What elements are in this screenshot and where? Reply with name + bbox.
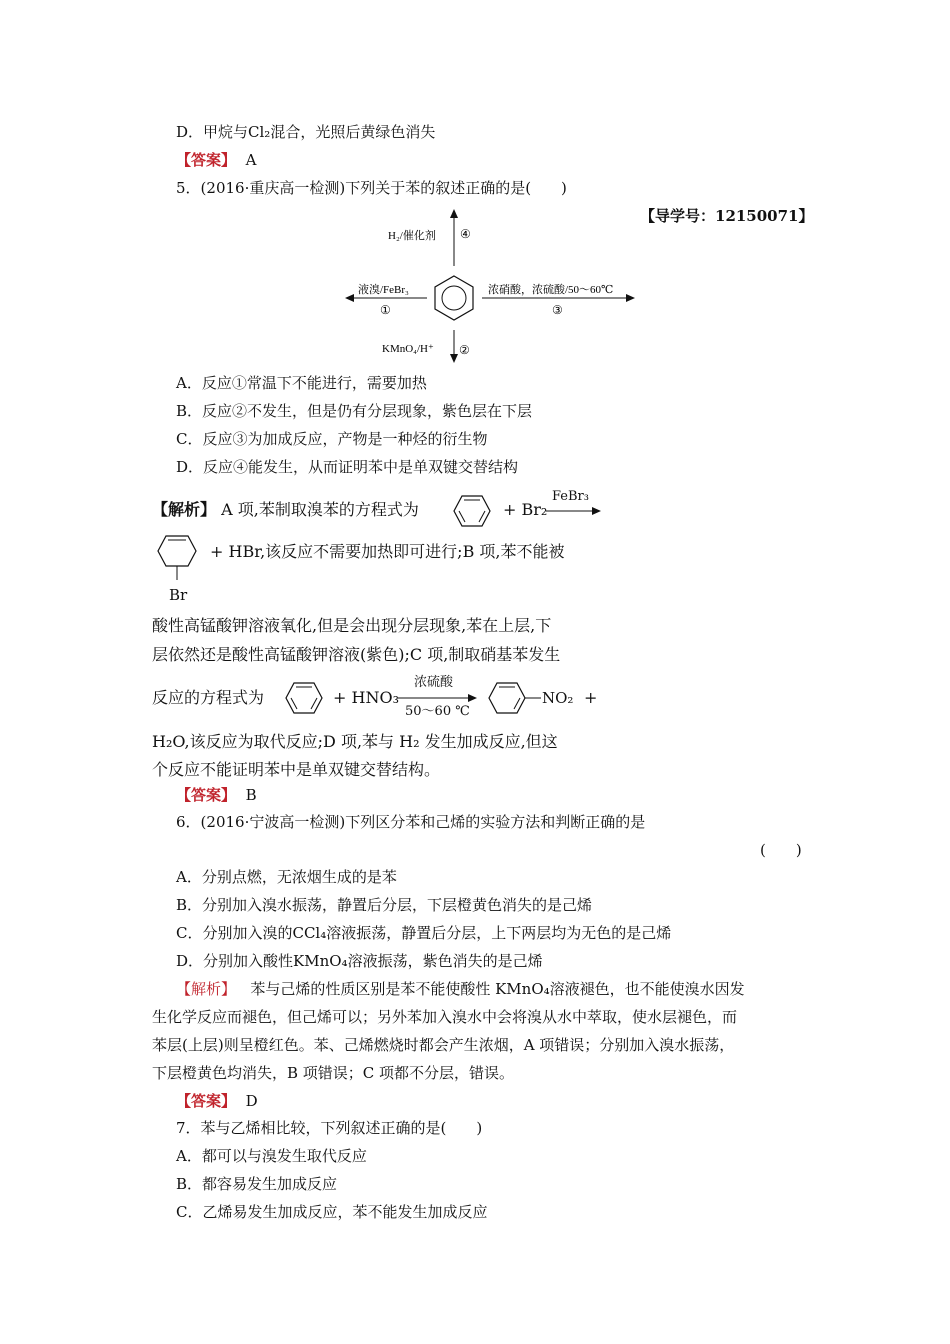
q6-analysis-line-3: 苯层(上层)则呈橙红色。苯、己烯燃烧时都会产生浓烟，A 项错误；分别加入溴水振荡， bbox=[152, 1036, 735, 1054]
q5-option-c: C．反应③为加成反应，产物是一种烃的衍生物 bbox=[176, 430, 488, 448]
q6-option-d: D．分别加入酸性KMnO₄溶液振荡，紫色消失的是己烯 bbox=[176, 952, 543, 970]
answer-tag: 【答案】 bbox=[176, 1092, 237, 1110]
q7-stem: 7．苯与乙烯相比较，下列叙述正确的是( ) bbox=[176, 1119, 483, 1137]
no2-group: NO₂ bbox=[542, 689, 574, 707]
q6-paren: ( ) bbox=[760, 841, 802, 859]
answer-value: D bbox=[245, 1092, 258, 1110]
q6-analysis-line-4: 下层橙黄色均消失，B 项错误；C 项都不分层，错误。 bbox=[152, 1064, 515, 1082]
analysis-line-7: 个反应不能证明苯中是单双键交替结构。 bbox=[152, 760, 441, 779]
right-number: ③ bbox=[552, 303, 563, 317]
bottom-label: KMnO₄/H⁺ bbox=[382, 343, 434, 355]
q6-option-b: B．分别加入溴水振荡，静置后分层，下层橙黄色消失的是己烯 bbox=[176, 896, 593, 914]
q6-option-a: A．分别点燃，无浓烟生成的是苯 bbox=[176, 868, 397, 886]
guide-number: 【导学号：12150071】 bbox=[640, 207, 814, 225]
answer-tag: 【答案】 bbox=[176, 151, 237, 169]
left-label: 液溴/FeBr₃ bbox=[358, 284, 409, 296]
q7-option-b: B．都容易发生加成反应 bbox=[176, 1175, 338, 1193]
analysis-tag: 【解析】 bbox=[152, 500, 217, 519]
arrow-up-head bbox=[450, 209, 458, 218]
hno3-reagent: + HNO₃ bbox=[333, 688, 399, 707]
left-number: ① bbox=[380, 303, 391, 317]
q5-answer bbox=[176, 785, 257, 805]
q6-answer bbox=[176, 1091, 258, 1111]
arrow-down-head bbox=[450, 354, 458, 363]
q5-option-b: B．反应②不发生，但是仍有分层现象，紫色层在下层 bbox=[176, 402, 533, 420]
q4-option-d: D．甲烷与Cl₂混合，光照后黄绿色消失 bbox=[176, 123, 436, 141]
benzene-icon bbox=[452, 494, 492, 528]
analysis-text: 苯与己烯的性质区别是苯不能使酸性 KMnO₄溶液褪色，也不能使溴水因发 bbox=[250, 980, 745, 998]
analysis-tag: 【解析】 bbox=[176, 980, 237, 998]
condition-bottom: 50～60 ℃ bbox=[405, 704, 470, 719]
answer-value: B bbox=[245, 786, 257, 804]
analysis-line-4: 层依然还是酸性高锰酸钾溶液(紫色);C 项,制取硝基苯发生 bbox=[152, 645, 561, 664]
q6-option-c: C．分别加入溴的CCl₄溶液振荡，静置后分层，上下两层均为无色的是己烯 bbox=[176, 924, 672, 942]
benzene-reaction-diagram bbox=[340, 206, 660, 366]
benzene-ring bbox=[435, 276, 473, 320]
plus-sign: + bbox=[584, 688, 598, 707]
top-label: H₂/催化剂 bbox=[388, 230, 436, 242]
bottom-number: ② bbox=[459, 343, 470, 357]
br-substituent: Br bbox=[169, 586, 188, 604]
answer-tag: 【答案】 bbox=[176, 786, 237, 804]
q4-answer bbox=[176, 150, 256, 170]
analysis-line-5: 反应的方程式为 bbox=[152, 688, 265, 707]
benzene-circle bbox=[442, 286, 466, 310]
q6-analysis-line-2: 生化学反应而褪色，但己烯可以；另外苯加入溴水中会将溴从水中萃取，使水层褪色，而 bbox=[152, 1008, 738, 1026]
febr3-condition: FeBr₃ bbox=[552, 489, 589, 504]
q5-option-a: A．反应①常温下不能进行，需要加热 bbox=[176, 374, 427, 392]
benzene-icon-2 bbox=[284, 681, 324, 715]
analysis-text: A 项,苯制取溴苯的方程式为 bbox=[221, 500, 419, 519]
arrow-right-head bbox=[626, 294, 635, 302]
q5-option-d: D．反应④能发生，从而证明苯中是单双键交替结构 bbox=[176, 458, 519, 476]
q5-stem: 5．(2016·重庆高一检测)下列关于苯的叙述正确的是( ) bbox=[176, 179, 567, 197]
q6-stem: 6．(2016·宁波高一检测)下列区分苯和己烯的实验方法和判断正确的是 bbox=[176, 813, 646, 831]
reaction-arrow-1 bbox=[546, 506, 602, 516]
analysis-line-2: + HBr,该反应不需要加热即可进行;B 项,苯不能被 bbox=[210, 542, 565, 561]
condition-top: 浓硫酸 bbox=[414, 675, 454, 690]
br2-reagent: + Br₂ bbox=[503, 500, 548, 519]
answer-value: A bbox=[245, 151, 257, 169]
top-number: ④ bbox=[460, 227, 471, 241]
analysis-line-6: H₂O,该反应为取代反应;D 项,苯与 H₂ 发生加成反应,但这 bbox=[152, 732, 558, 751]
q7-option-c: C．乙烯易发生加成反应，苯不能发生加成反应 bbox=[176, 1203, 488, 1221]
arrow-left-head bbox=[345, 294, 354, 302]
q7-option-a: A．都可以与溴发生取代反应 bbox=[176, 1147, 367, 1165]
nitrobenzene-icon bbox=[487, 681, 543, 715]
q6-analysis-line-1 bbox=[176, 979, 745, 999]
analysis-line-1 bbox=[152, 496, 419, 524]
right-label: 浓硝酸，浓硫酸/50～60℃ bbox=[488, 284, 614, 296]
analysis-line-3: 酸性高锰酸钾溶液氧化,但是会出现分层现象,苯在上层,下 bbox=[152, 616, 552, 635]
